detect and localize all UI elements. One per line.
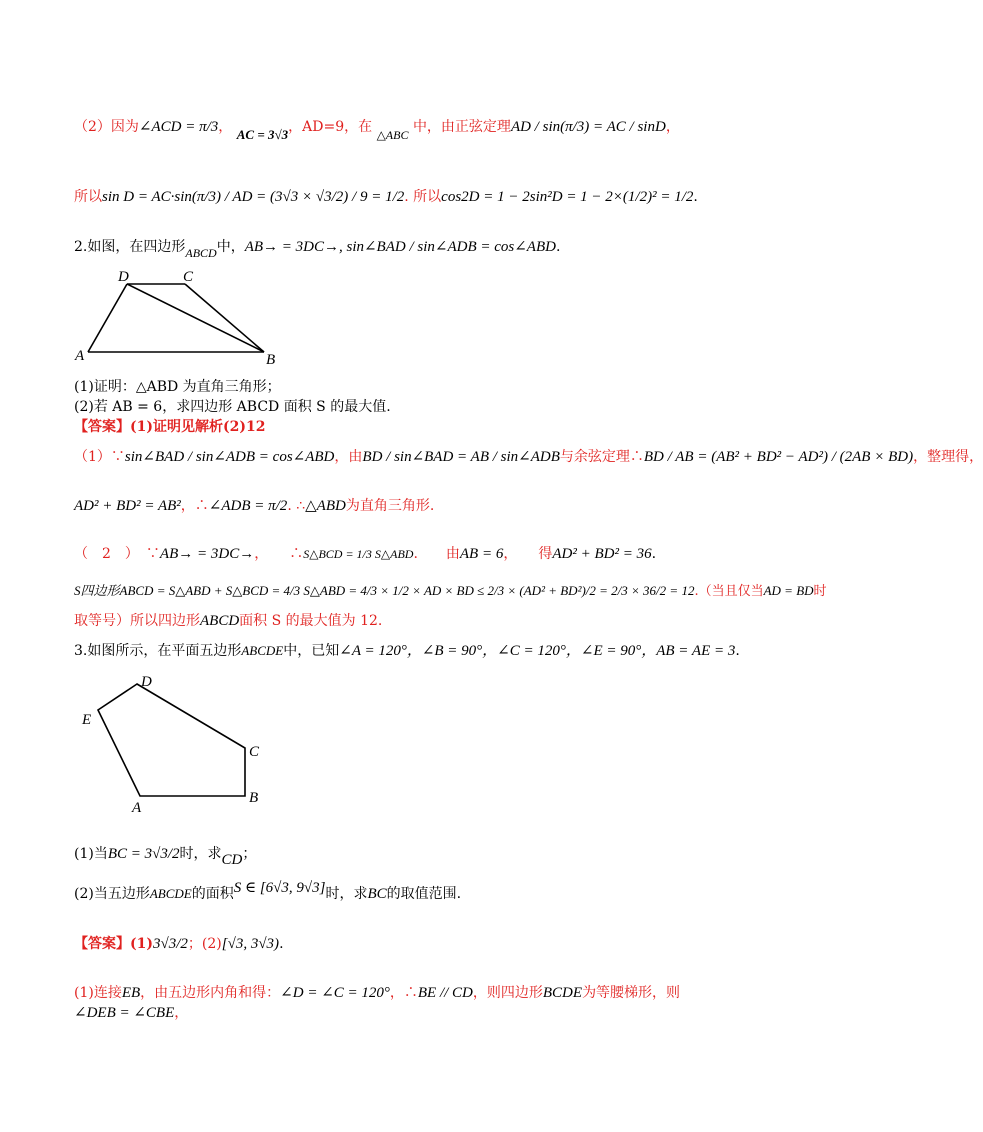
formula: CD <box>221 852 243 868</box>
q3-answer <box>74 935 284 953</box>
formula: BE // CD <box>417 985 473 1001</box>
text: 中，由正弦定理 <box>412 119 511 135</box>
prev-solution-line-1 <box>74 118 680 142</box>
text: ， <box>218 119 233 135</box>
q3-sub1 <box>74 845 257 868</box>
text: 面积 S 的最大值为 12. <box>239 613 383 629</box>
formula: AD² + BD² = AB² <box>74 498 181 514</box>
quadrilateral-figure <box>70 268 300 368</box>
text: ，∴ <box>389 985 418 1001</box>
text: 为直角三角形. <box>345 498 435 514</box>
text: (2)当五边形 <box>74 886 150 902</box>
formula: AC = 3√3 <box>236 127 289 142</box>
text: ， 得 <box>503 546 553 562</box>
formula: AD = BD <box>763 583 814 598</box>
vertex-b-label: B <box>249 790 259 806</box>
vertex-a-label: A <box>75 348 85 364</box>
formula: BD / sin∠BAD = AB / sin∠ADB <box>362 449 560 465</box>
text: .（当且仅当 <box>694 584 764 599</box>
formula: BCDE <box>542 985 583 1001</box>
q3-solution-line-1 <box>74 984 680 1002</box>
vertex-c-label: C <box>249 744 260 760</box>
text: (1)当 <box>74 846 108 862</box>
formula: EB <box>121 985 141 1001</box>
text: . <box>555 239 561 255</box>
text: 与余弦定理∴ <box>559 449 644 465</box>
text: 中，已知 <box>283 643 340 659</box>
formula: ABCD <box>200 613 240 629</box>
text: . ∴ <box>287 498 306 514</box>
formula: S△BCD = 1/3 S△ABD <box>303 547 414 561</box>
vertex-e-label: E <box>82 712 92 728</box>
q3-solution-line-2 <box>74 1004 188 1022</box>
q2-solution-line-3 <box>74 545 656 563</box>
formula: △ABC <box>376 128 409 142</box>
text: 时，求 <box>179 846 222 862</box>
formula: ∠A = 120°，∠B = 90°，∠C = 120°，∠E = 90°，AB = AE = 3 <box>339 643 736 659</box>
prev-solution-line-2 <box>74 188 698 206</box>
text: . <box>735 643 740 659</box>
q2-solution-line-1 <box>74 448 983 466</box>
text: ； <box>242 846 257 862</box>
text: 的取值范围. <box>386 886 462 902</box>
vertex-c-label: C <box>183 269 194 285</box>
text: 的面积 <box>191 886 234 902</box>
formula: ∠ADB = π/2 <box>208 498 288 514</box>
text: . 所以 <box>404 189 442 205</box>
q2-sub1: (1)证明：△ABD 为直角三角形； <box>74 379 281 395</box>
formula: ∠DEB = ∠CBE <box>74 1005 175 1021</box>
formula: sin D = AC·sin(π/3) / AD = (3√3 × √3/2) / 9 = 1/2 <box>102 189 405 205</box>
text: ，∴ <box>180 498 209 514</box>
text: （2）因为 <box>74 119 139 135</box>
q2-solution-line-4 <box>74 582 827 601</box>
formula: AB→ = 3DC→ <box>159 546 255 562</box>
text: 为等腰梯形，则 <box>582 985 681 1001</box>
pentagon-figure <box>78 668 278 818</box>
text: . <box>693 189 698 205</box>
formula: [√3, 3√3) <box>221 936 280 952</box>
formula: S四边形ABCD = S△ABD + S△BCD = 4/3 S△ABD = 4/3 × 1/2 × AD × BD ≤ 2/3 × (AD² + BD²)/2 = 2/3 × 36/2 = 12 <box>74 583 695 598</box>
text: （ 2 ） ∵ <box>74 546 160 562</box>
text: . <box>279 936 284 952</box>
text: ，由 <box>334 449 363 465</box>
formula: ∠D = ∠C = 120° <box>280 985 390 1001</box>
formula: AB = 6 <box>459 546 504 562</box>
formula: 3√3/2 <box>153 936 188 952</box>
text: . 由 <box>413 546 460 562</box>
text: 2.如图，在四边形 <box>74 239 186 255</box>
text: ， ∴ <box>254 546 304 562</box>
vertex-d-label: D <box>118 269 129 285</box>
formula: BC = 3√3/2 <box>107 846 180 862</box>
q2-stem <box>74 238 561 260</box>
formula: ABCDE <box>149 886 192 901</box>
formula: AD / sin(π/3) = AC / sinD <box>510 119 666 135</box>
text: （1）∵ <box>74 449 125 465</box>
text: (1)连接 <box>74 985 122 1001</box>
text: 时，求 <box>325 886 368 902</box>
text: 取等号）所以四边形 <box>74 613 200 629</box>
text: ，AD=9，在 <box>288 119 373 135</box>
formula: ABCDE <box>241 643 284 658</box>
text: ， <box>665 119 680 135</box>
q2-sub2: (2)若 AB = 6，求四边形 ABCD 面积 S 的最大值. <box>74 399 391 415</box>
text: ；(2) <box>187 936 222 952</box>
vertex-b-label: B <box>266 352 276 368</box>
text: 【答案】(1) <box>74 936 153 952</box>
text: 时 <box>813 584 827 599</box>
q2-solution-line-2 <box>74 497 434 515</box>
text: 3.如图所示，在平面五边形 <box>74 643 242 659</box>
vertex-a-label: A <box>132 800 142 816</box>
formula: AD² + BD² = 36 <box>552 546 652 562</box>
text: ，由五边形内角和得： <box>140 985 281 1001</box>
text: . <box>651 546 657 562</box>
formula: S ∈ [6√3, 9√3] <box>233 880 326 896</box>
text: ，则四边形 <box>472 985 543 1001</box>
formula: △ABD <box>305 498 346 514</box>
text: 所以 <box>74 189 102 205</box>
q3-stem <box>74 642 740 660</box>
q3-sub2 <box>74 880 462 903</box>
text: 中， <box>216 239 245 255</box>
formula: BC <box>367 886 387 902</box>
q2-answer: 【答案】(1)证明见解析(2)12 <box>74 419 266 435</box>
formula: ABCD <box>185 246 217 260</box>
vertex-d-label: D <box>141 674 152 690</box>
text: ， <box>174 1005 189 1021</box>
formula: cos2D = 1 − 2sin²D = 1 − 2×(1/2)² = 1/2 <box>441 189 694 205</box>
formula: AB→ = 3DC→, sin∠BAD / sin∠ADB = cos∠ABD <box>244 239 556 255</box>
q2-solution-line-5 <box>74 612 382 630</box>
formula: ∠ACD = π/3 <box>138 119 219 135</box>
formula: BD / AB = (AB² + BD² − AD²) / (2AB × BD) <box>643 449 914 465</box>
formula: sin∠BAD / sin∠ADB = cos∠ABD <box>124 449 335 465</box>
text: ，整理得， <box>913 449 983 465</box>
